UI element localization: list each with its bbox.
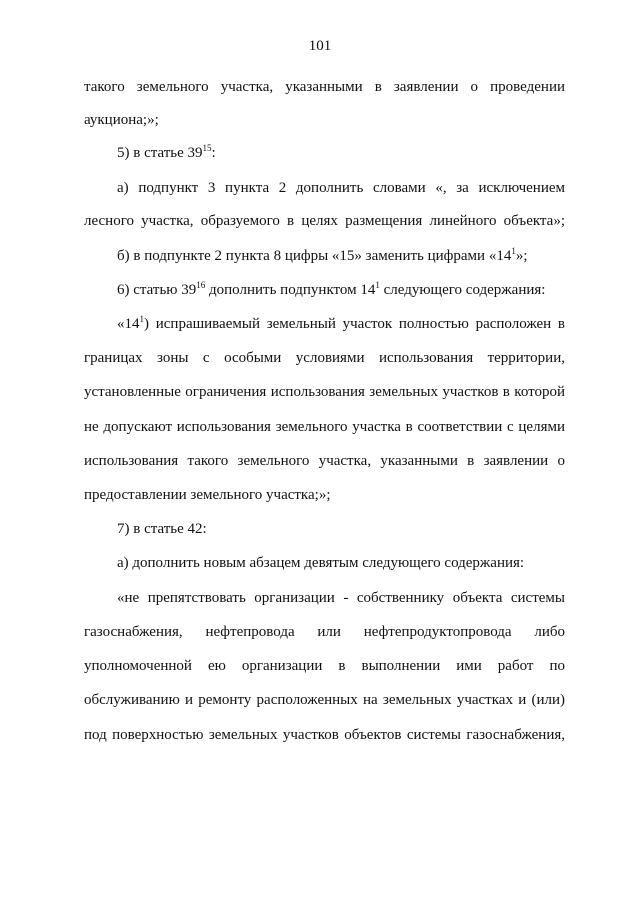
text-segment: б) в подпункте 2 пункта 8 цифры «15» заменить цифрами «14 [117,248,512,264]
text-line: не допускают использования земельного участка в соответствии с целями [84,419,565,435]
text-line: такого земельного участка, указанными в заявлении о проведении [84,79,565,95]
superscript: 1 [375,280,380,290]
text-segment: «14 [117,316,140,332]
text-line: лесного участка, образуемого в целях размещения линейного объекта»; [84,213,565,229]
text-line: установленные ограничения использования земельных участков в которой [84,384,565,400]
text-line: 7) в статье 42: [117,521,207,537]
text-line: газоснабжения, нефтепровода или нефтепродуктопровода либо [84,624,565,640]
text-line: под поверхностью земельных участков объектов системы газоснабжения, [84,727,565,743]
text-line [117,247,565,265]
text-segment: 5) в статье 39 [117,145,203,161]
text-segment: 6) статью 39 [117,282,197,298]
superscript: 1 [511,246,516,256]
page-number: 101 [308,38,332,54]
text-line [117,281,565,299]
text-line: обслуживанию и ремонту расположенных на земельных участках и (или) [84,692,565,708]
superscript: 16 [196,280,206,290]
text-line: использования такого земельного участка, указанными в заявлении о [84,453,565,469]
text-line: границах зоны с особыми условиями использования территории, [84,350,565,366]
text-line: «не препятствовать организации - собственнику объекта системы [117,590,565,606]
text-line: уполномоченной ею организации в выполнении ими работ по [84,658,565,674]
text-line: аукциона;»; [84,112,159,128]
text-line: предоставлении земельного участка;»; [84,487,331,503]
text-segment: »; [515,248,528,264]
superscript: 15 [202,143,212,153]
text-segment: ) испрашиваемый земельный участок полностью расположен в [144,316,565,332]
text-line: а) дополнить новым абзацем девятым следующего содержания: [117,555,525,571]
text-segment: дополнить подпунктом 14 [205,282,376,298]
text-line [117,315,565,333]
text-line: а) подпункт 3 пункта 2 дополнить словами «, за исключением [117,180,565,196]
superscript: 1 [139,314,144,324]
text-segment: следующего содержания: [379,282,546,298]
text-line: 5) в статье $39^{15}$: [117,143,216,161]
